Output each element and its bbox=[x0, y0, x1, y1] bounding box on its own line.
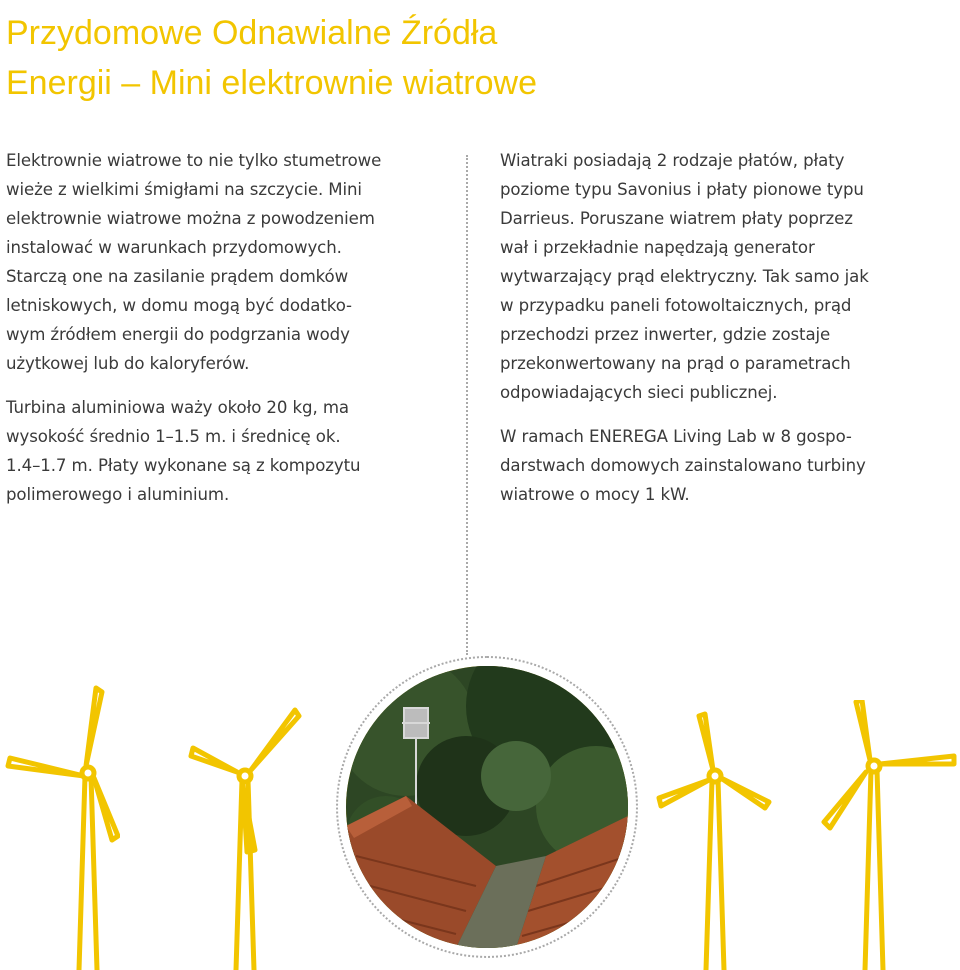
text-line: polimerowego i aluminium. bbox=[6, 485, 230, 504]
title-line: Przydomowe Odnawialne Źródła bbox=[6, 14, 498, 52]
paragraph-intro bbox=[6, 146, 446, 378]
text-line: instalować w warunkach przydomowych. bbox=[6, 238, 342, 257]
text-line: wysokość średnio 1–1.5 m. i średnicę ok. bbox=[6, 427, 341, 446]
photo-frame bbox=[336, 656, 638, 958]
right-text-column bbox=[500, 146, 940, 524]
text-line: Elektrownie wiatrowe to nie tylko stumetrowe bbox=[6, 151, 382, 170]
wind-turbine-icon bbox=[0, 680, 120, 970]
text-line: Starczą one na zasilanie prądem domków bbox=[6, 267, 349, 286]
page-title bbox=[6, 8, 706, 108]
house-turbine-photo bbox=[346, 666, 628, 948]
text-line: 1.4–1.7 m. Płaty wykonane są z kompozytu bbox=[6, 456, 361, 475]
title-line: Energii – Mini elektrownie wiatrowe bbox=[6, 64, 538, 102]
text-line: Darrieus. Poruszane wiatrem płaty poprzez bbox=[500, 209, 853, 228]
photo-illustration bbox=[346, 666, 628, 948]
dotted-divider bbox=[466, 155, 468, 655]
paragraph-blade-types bbox=[500, 146, 940, 407]
wind-turbine-icon bbox=[655, 710, 775, 970]
text-line: wytwarzający prąd elektryczny. Tak samo jak bbox=[500, 267, 869, 286]
text-line: wieże z wielkimi śmigłami na szczycie. Mini bbox=[6, 180, 362, 199]
paragraph-living-lab bbox=[500, 422, 940, 509]
wind-turbine-icon bbox=[185, 700, 305, 970]
text-line: W ramach ENEREGA Living Lab w 8 gospo- bbox=[500, 427, 852, 446]
text-line: Wiatraki posiadają 2 rodzaje płatów, płaty bbox=[500, 151, 845, 170]
text-line: w przypadku paneli fotowoltaicznych, prąd bbox=[500, 296, 852, 315]
text-line: poziome typu Savonius i płaty pionowe typu bbox=[500, 180, 864, 199]
text-line: użytkowej lub do kaloryferów. bbox=[6, 354, 250, 373]
text-line: darstwach domowych zainstalowano turbiny bbox=[500, 456, 866, 475]
text-line: wał i przekładnie napędzają generator bbox=[500, 238, 815, 257]
text-line: wym źródłem energii do podgrzania wody bbox=[6, 325, 350, 344]
text-line: odpowiadających sieci publicznej. bbox=[500, 383, 778, 402]
text-line: wiatrowe o mocy 1 kW. bbox=[500, 485, 690, 504]
wind-turbine-icon bbox=[820, 700, 960, 970]
text-line: przechodzi przez inwerter, gdzie zostaje bbox=[500, 325, 831, 344]
text-line: przekonwertowany na prąd o parametrach bbox=[500, 354, 851, 373]
paragraph-turbine-specs bbox=[6, 393, 446, 509]
text-line: elektrownie wiatrowe można z powodzeniem bbox=[6, 209, 375, 228]
text-line: Turbina aluminiowa waży około 20 kg, ma bbox=[6, 398, 349, 417]
left-text-column bbox=[6, 146, 446, 524]
text-line: letniskowych, w domu mogą być dodatko- bbox=[6, 296, 352, 315]
